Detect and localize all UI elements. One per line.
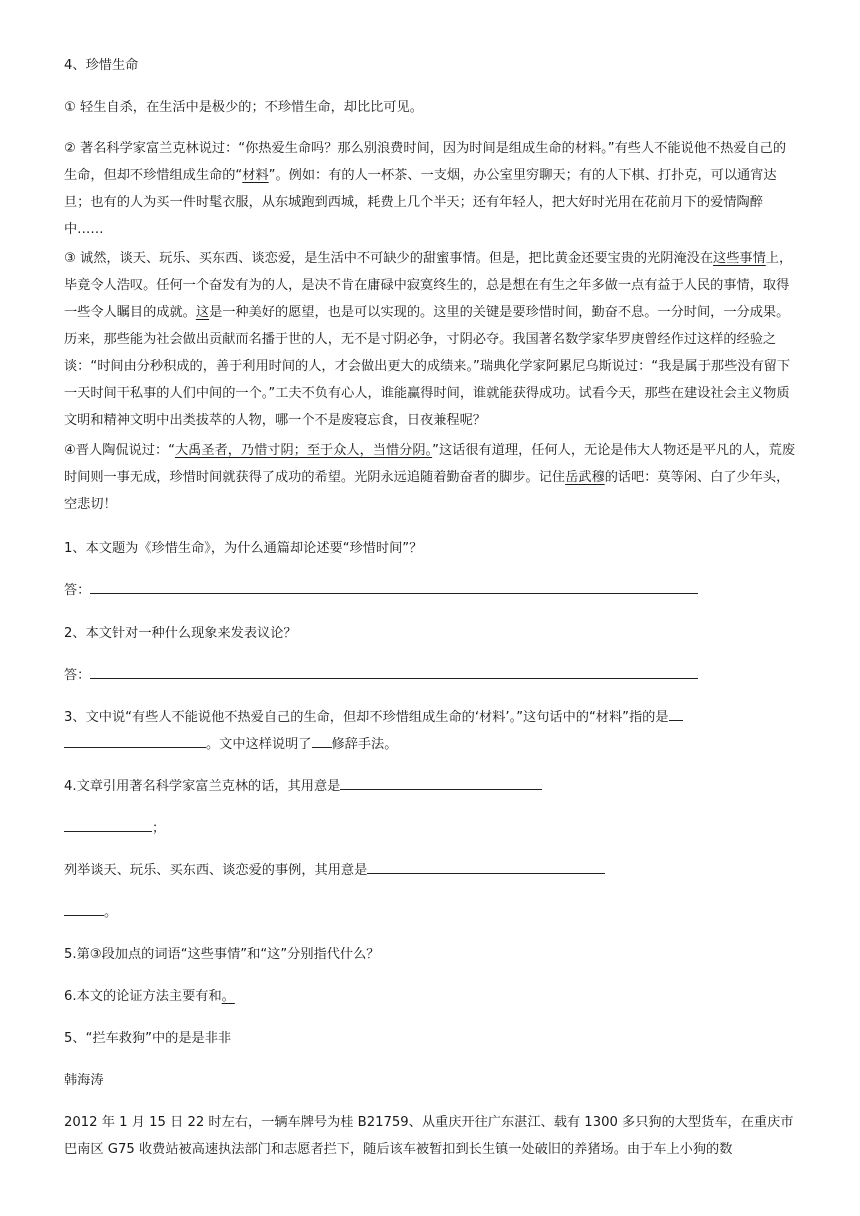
q4-blank-1[interactable] [340,775,542,790]
answer-2 [64,662,798,689]
paragraph-1: ① 轻生自杀，在生活中是极少的；不珍惜生命，却比比可见。 [64,100,423,115]
q6-blank-end[interactable]: 。 [221,989,235,1004]
section-5-author [64,1067,798,1094]
answer-1 [64,577,798,604]
question-4-b: 列举谈天、玩乐、买东西、谈恋爱的事例，其用意是 [64,857,798,884]
paragraph-4: ④晋人陶侃说过：“大禹圣者，乃惜寸阴；至于众人，当惜分阴。”这话很有道理，任何人，无论是伟大人物还是平凡的人，荒废时间则一事无成，珍惜时间就获得了成功的希望。光阴永远追随着勤奋者的脚步。记住岳武穆的话吧：莫等闲、白了少年头，空悲切！ [64,443,796,512]
answer-1-blank[interactable] [90,579,698,594]
q4-blank-2[interactable] [64,817,152,832]
author-name: 韩海涛 [64,1073,104,1088]
dotted-phrase-these-things: 这些事情 [713,251,766,266]
answer-label: 答： [64,668,91,683]
question-5: 5.第③段加点的词语“这些事情”和“这”分别指代什么？ [64,947,380,962]
underlined-word-material: 材料 [242,168,269,183]
q3-blank-c[interactable] [312,733,332,748]
question-4-a: 4.文章引用著名科学家富兰克林的话，其用意是 [64,773,798,800]
answer-label: 答： [64,583,91,598]
question-4-b-cont: 。 [64,899,798,926]
q3-blank-b[interactable] [64,733,206,748]
section-5-title [64,1025,798,1052]
section-5-paragraph-1: 2012 年 1 月 15 日 22 时左右，一辆车牌号为桂 B21759、从重庆开往广东湛江、载有 1300 多只狗的大型货车，在重庆市巴南区 G75 收费站被高速执法部门和志愿者拦下，随后该车被暂扣到长生镇一处破旧的养猪场。由于车上小狗的数 [64,1115,794,1157]
question-3: 3、文中说“有些人不能说他不热爱自己的生命，但却不珍惜组成生命的‘材料’。”这句话中的“材料”指的是 。文中这样说明了 修辞手法。 [64,704,798,758]
question-2: 2、本文针对一种什么现象来发表议论？ [64,626,297,641]
question-6: 6.本文的论证方法主要有和。 [64,989,235,1004]
question-4-a-cont: ； [64,815,798,842]
q4-blank-3[interactable] [367,859,605,874]
underlined-quote: 大禹圣者，乃惜寸阴；至于众人，当惜分阴。 [174,443,433,458]
section-heading: 5、“拦车救狗”中的是是非非 [64,1031,232,1046]
underlined-name: 岳武穆 [565,470,605,485]
paragraph-3: ③ 诚然，谈天、玩乐、买东西、谈恋爱，是生活中不可缺少的甜蜜事情。但是，把比黄金还要宝贵的光阴淹没在这些事情上，毕竟令人浩叹。任何一个奋发有为的人，是决不肯在庸碌中寂寞终生的，总是想在有生之年多做一点有益于人民的事情，取得一些令人瞩目的成就。这是一种美好的愿望，也是可以实现的。这里的关键是要珍惜时间，勤奋不息。一分时间，一分成果。历来，那些能为社会做出贡献而名播于世的人，无不是寸阴必争，寸阴必夺。我国著名数学家华罗庚曾经作过这样的经验之谈：“时间由分秒积成的，善于利用时间的人，才会做出更大的成绩来。”瑞典化学家阿累尼乌斯说过：“我是属于那些没有留下一天时间干私事的人们中间的一个。”工夫不负有心人，谁能赢得时间，谁就能获得成功。试看今天，那些在建设社会主义物质文明和精神文明中出类拔萃的人物，哪一个不是废寝忘食，日夜兼程呢？ [64,251,793,428]
dotted-word-this: 这 [195,305,210,320]
paragraph-2: ② 著名科学家富兰克林说过：“你热爱生命吗？那么别浪费时间，因为时间是组成生命的材料。”有些人不能说他不热爱自己的生命，但却不珍惜组成生命的“材料”。例如：有的人一杯茶、一支烟，办公室里穷聊天；有的人下棋、打扑克，可以通宵达旦；也有的人为买一件时髦衣服，从东城跑到西城，耗费上几个半天；还有年轻人，把大好时光用在花前月下的爱情陶醉中…… [64,141,787,237]
answer-2-blank[interactable] [90,664,698,679]
q3-blank-a[interactable] [669,706,683,721]
section-heading: 4、珍惜生命 [64,58,139,73]
q4-blank-4[interactable] [64,901,104,916]
section-4-title [64,52,798,79]
question-1: 1、本文题为《珍惜生命》，为什么通篇却论述要“珍惜时间”？ [64,541,423,556]
